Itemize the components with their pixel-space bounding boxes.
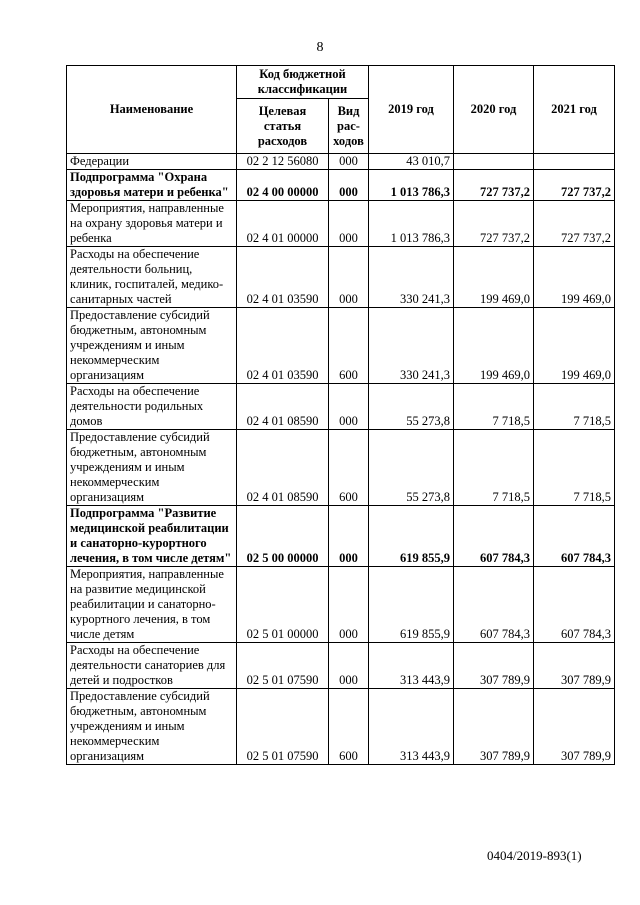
row-value-2019: 1 013 786,3 <box>369 201 454 247</box>
header-2021: 2021 год <box>534 66 615 154</box>
row-expense-kind: 000 <box>329 643 369 689</box>
row-target-code: 02 4 00 00000 <box>237 170 329 201</box>
row-expense-kind: 000 <box>329 154 369 170</box>
table-row <box>67 170 615 201</box>
row-target-code: 02 4 01 00000 <box>237 201 329 247</box>
header-kind: Вид рас-ходов <box>329 99 369 154</box>
row-target-code: 02 4 01 03590 <box>237 308 329 384</box>
row-value-2019: 55 273,8 <box>369 430 454 506</box>
header-code-group: Код бюджетной классификации <box>237 66 369 99</box>
table-row <box>67 689 615 765</box>
row-target-code: 02 2 12 56080 <box>237 154 329 170</box>
row-expense-kind: 600 <box>329 308 369 384</box>
row-value-2021 <box>534 154 615 170</box>
row-target-code: 02 5 01 07590 <box>237 689 329 765</box>
row-expense-kind: 600 <box>329 689 369 765</box>
row-value-2019: 619 855,9 <box>369 506 454 567</box>
header-name: Наименование <box>67 66 237 154</box>
row-target-code: 02 4 01 08590 <box>237 430 329 506</box>
table-row <box>67 643 615 689</box>
table-row <box>67 201 615 247</box>
row-value-2020: 199 469,0 <box>454 247 534 308</box>
table-row <box>67 430 615 506</box>
row-target-code: 02 5 01 07590 <box>237 643 329 689</box>
row-expense-kind: 000 <box>329 506 369 567</box>
row-name: Расходы на обеспечение деятельности больниц, клиник, госпиталей, медико-санитарных частей <box>67 247 237 308</box>
row-expense-kind: 600 <box>329 430 369 506</box>
table-row <box>67 384 615 430</box>
row-value-2021: 727 737,2 <box>534 170 615 201</box>
row-value-2020: 7 718,5 <box>454 384 534 430</box>
row-value-2021: 307 789,9 <box>534 643 615 689</box>
row-value-2021: 607 784,3 <box>534 567 615 643</box>
row-value-2020: 307 789,9 <box>454 643 534 689</box>
header-target: Целевая статья расходов <box>237 99 329 154</box>
table-row <box>67 567 615 643</box>
row-target-code: 02 5 00 00000 <box>237 506 329 567</box>
row-value-2021: 7 718,5 <box>534 384 615 430</box>
row-name: Предоставление субсидий бюджетным, автономным учреждениям и иным некоммерческим организациям <box>67 308 237 384</box>
row-expense-kind: 000 <box>329 201 369 247</box>
row-name: Подпрограмма "Охрана здоровья матери и ребенка" <box>67 170 237 201</box>
row-value-2020: 727 737,2 <box>454 170 534 201</box>
table-row <box>67 154 615 170</box>
row-value-2019: 313 443,9 <box>369 689 454 765</box>
row-value-2019: 1 013 786,3 <box>369 170 454 201</box>
row-expense-kind: 000 <box>329 247 369 308</box>
row-target-code: 02 4 01 08590 <box>237 384 329 430</box>
row-value-2019: 55 273,8 <box>369 384 454 430</box>
row-value-2021: 607 784,3 <box>534 506 615 567</box>
row-value-2020: 307 789,9 <box>454 689 534 765</box>
budget-table <box>66 65 615 765</box>
row-value-2019: 43 010,7 <box>369 154 454 170</box>
row-target-code: 02 5 01 00000 <box>237 567 329 643</box>
row-value-2019: 330 241,3 <box>369 308 454 384</box>
row-value-2021: 199 469,0 <box>534 247 615 308</box>
row-name: Федерации <box>67 154 237 170</box>
row-value-2019: 619 855,9 <box>369 567 454 643</box>
header-2019: 2019 год <box>369 66 454 154</box>
row-value-2021: 199 469,0 <box>534 308 615 384</box>
table-row <box>67 308 615 384</box>
row-value-2020: 607 784,3 <box>454 506 534 567</box>
row-target-code: 02 4 01 03590 <box>237 247 329 308</box>
row-value-2019: 313 443,9 <box>369 643 454 689</box>
row-value-2021: 727 737,2 <box>534 201 615 247</box>
row-expense-kind: 000 <box>329 384 369 430</box>
row-name: Расходы на обеспечение деятельности санаториев для детей и подростков <box>67 643 237 689</box>
row-value-2021: 307 789,9 <box>534 689 615 765</box>
row-name: Мероприятия, направленные на охрану здоровья матери и ребенка <box>67 201 237 247</box>
table-row <box>67 506 615 567</box>
row-value-2020: 199 469,0 <box>454 308 534 384</box>
row-value-2020: 7 718,5 <box>454 430 534 506</box>
page-number: 8 <box>316 40 324 55</box>
table-row <box>67 247 615 308</box>
row-expense-kind: 000 <box>329 170 369 201</box>
row-value-2020: 727 737,2 <box>454 201 534 247</box>
row-name: Мероприятия, направленные на развитие медицинской реабилитации и санаторно-курортного лечения, в том числе детям <box>67 567 237 643</box>
row-value-2020: 607 784,3 <box>454 567 534 643</box>
document-id: 0404/2019-893(1) <box>487 848 582 863</box>
row-name: Расходы на обеспечение деятельности родильных домов <box>67 384 237 430</box>
row-value-2021: 7 718,5 <box>534 430 615 506</box>
header-2020: 2020 год <box>454 66 534 154</box>
row-value-2020 <box>454 154 534 170</box>
table-body <box>67 154 615 765</box>
row-value-2019: 330 241,3 <box>369 247 454 308</box>
row-expense-kind: 000 <box>329 567 369 643</box>
row-name: Предоставление субсидий бюджетным, автономным учреждениям и иным некоммерческим организациям <box>67 689 237 765</box>
row-name: Подпрограмма "Развитие медицинской реабилитации и санаторно-курортного лечения, в том числе детям" <box>67 506 237 567</box>
row-name: Предоставление субсидий бюджетным, автономным учреждениям и иным некоммерческим организациям <box>67 430 237 506</box>
